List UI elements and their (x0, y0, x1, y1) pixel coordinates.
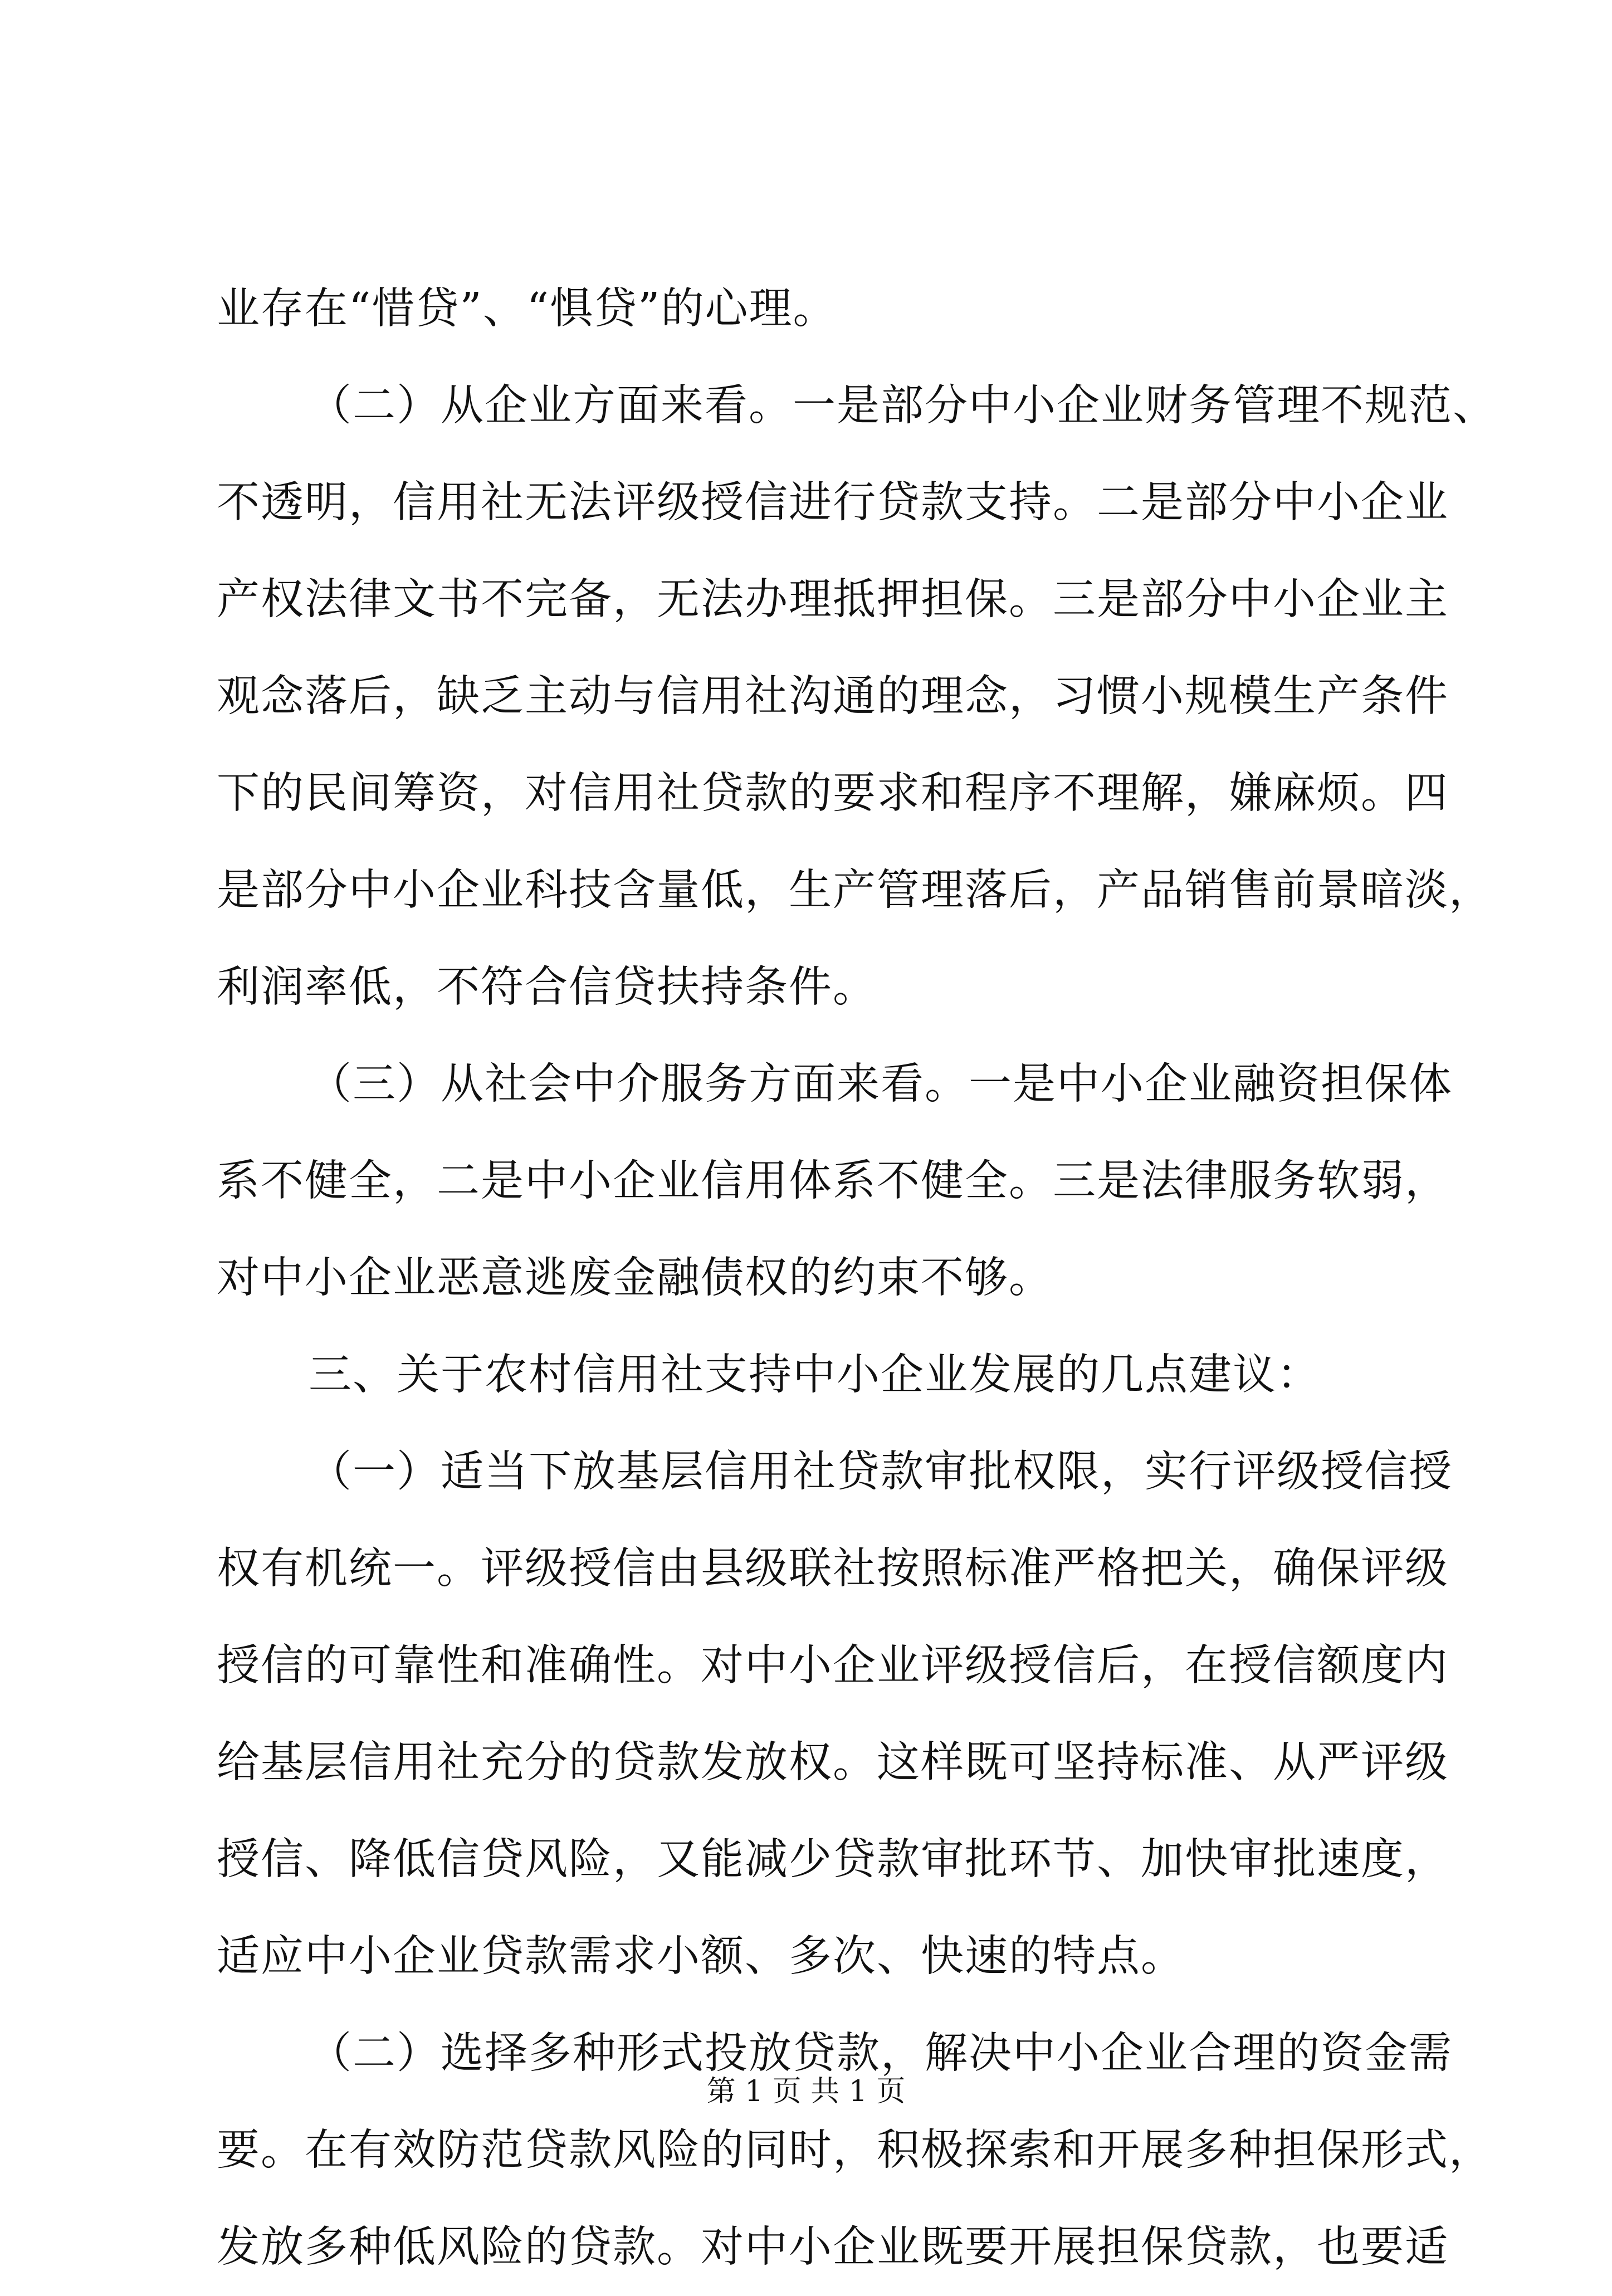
text-line: 系不健全，二是中小企业信用体系不健全。三是法律服务软弱， (217, 1156, 1449, 1206)
text-line: 发放多种低风险的贷款。对中小企业既要开展担保贷款，也要适 (217, 2222, 1449, 2272)
text-line: 授信、降低信贷风险，又能减少贷款审批环节、加快审批速度， (217, 1835, 1449, 1884)
text-line: 利润率低，不符合信贷扶持条件。 (217, 963, 877, 1012)
text-line: 对中小企业恶意逃废金融债权的约束不够。 (217, 1253, 1053, 1303)
text-line: 不透明，信用社无法评级授信进行贷款支持。二是部分中小企业 (217, 478, 1449, 527)
text-line: 产权法律文书不完备，无法办理抵押担保。三是部分中小企业主 (217, 575, 1449, 624)
text-line: （一）适当下放基层信用社贷款审批权限，实行评级授信授 (309, 1447, 1453, 1497)
text-line: 是部分中小企业科技含量低，生产管理落后，产品销售前景暗淡， (217, 866, 1493, 915)
text-line: 适应中小企业贷款需求小额、多次、快速的特点。 (217, 1932, 1185, 1981)
text-line: 给基层信用社充分的贷款发放权。这样既可坚持标准、从严评级 (217, 1738, 1449, 1787)
text-line: （三）从社会中介服务方面来看。一是中小企业融资担保体 (309, 1059, 1453, 1109)
text-line: 权有机统一。评级授信由县级联社按照标准严格把关，确保评级 (217, 1544, 1449, 1594)
text-line: 授信的可靠性和准确性。对中小企业评级授信后，在授信额度内 (217, 1641, 1449, 1691)
document-body (217, 261, 1497, 2296)
text-line: 下的民间筹资，对信用社贷款的要求和程序不理解，嫌麻烦。四 (217, 769, 1449, 818)
section-heading: 三、关于农村信用社支持中小企业发展的几点建议： (309, 1350, 1321, 1400)
text-line: （二）从企业方面来看。一是部分中小企业财务管理不规范、 (309, 381, 1497, 431)
text-line: 要。在有效防范贷款风险的同时，积极探索和开展多种担保形式， (217, 2126, 1493, 2175)
text-line: 观念落后，缺乏主动与信用社沟通的理念，习惯小规模生产条件 (217, 672, 1449, 721)
text-line: 业存在“惜贷”、“惧贷”的心理。 (217, 284, 837, 334)
text-line: （二）选择多种形式投放贷款，解决中小企业合理的资金需 (309, 2029, 1453, 2078)
page-footer: 第 1 页 共 1 页 (706, 2075, 906, 2108)
